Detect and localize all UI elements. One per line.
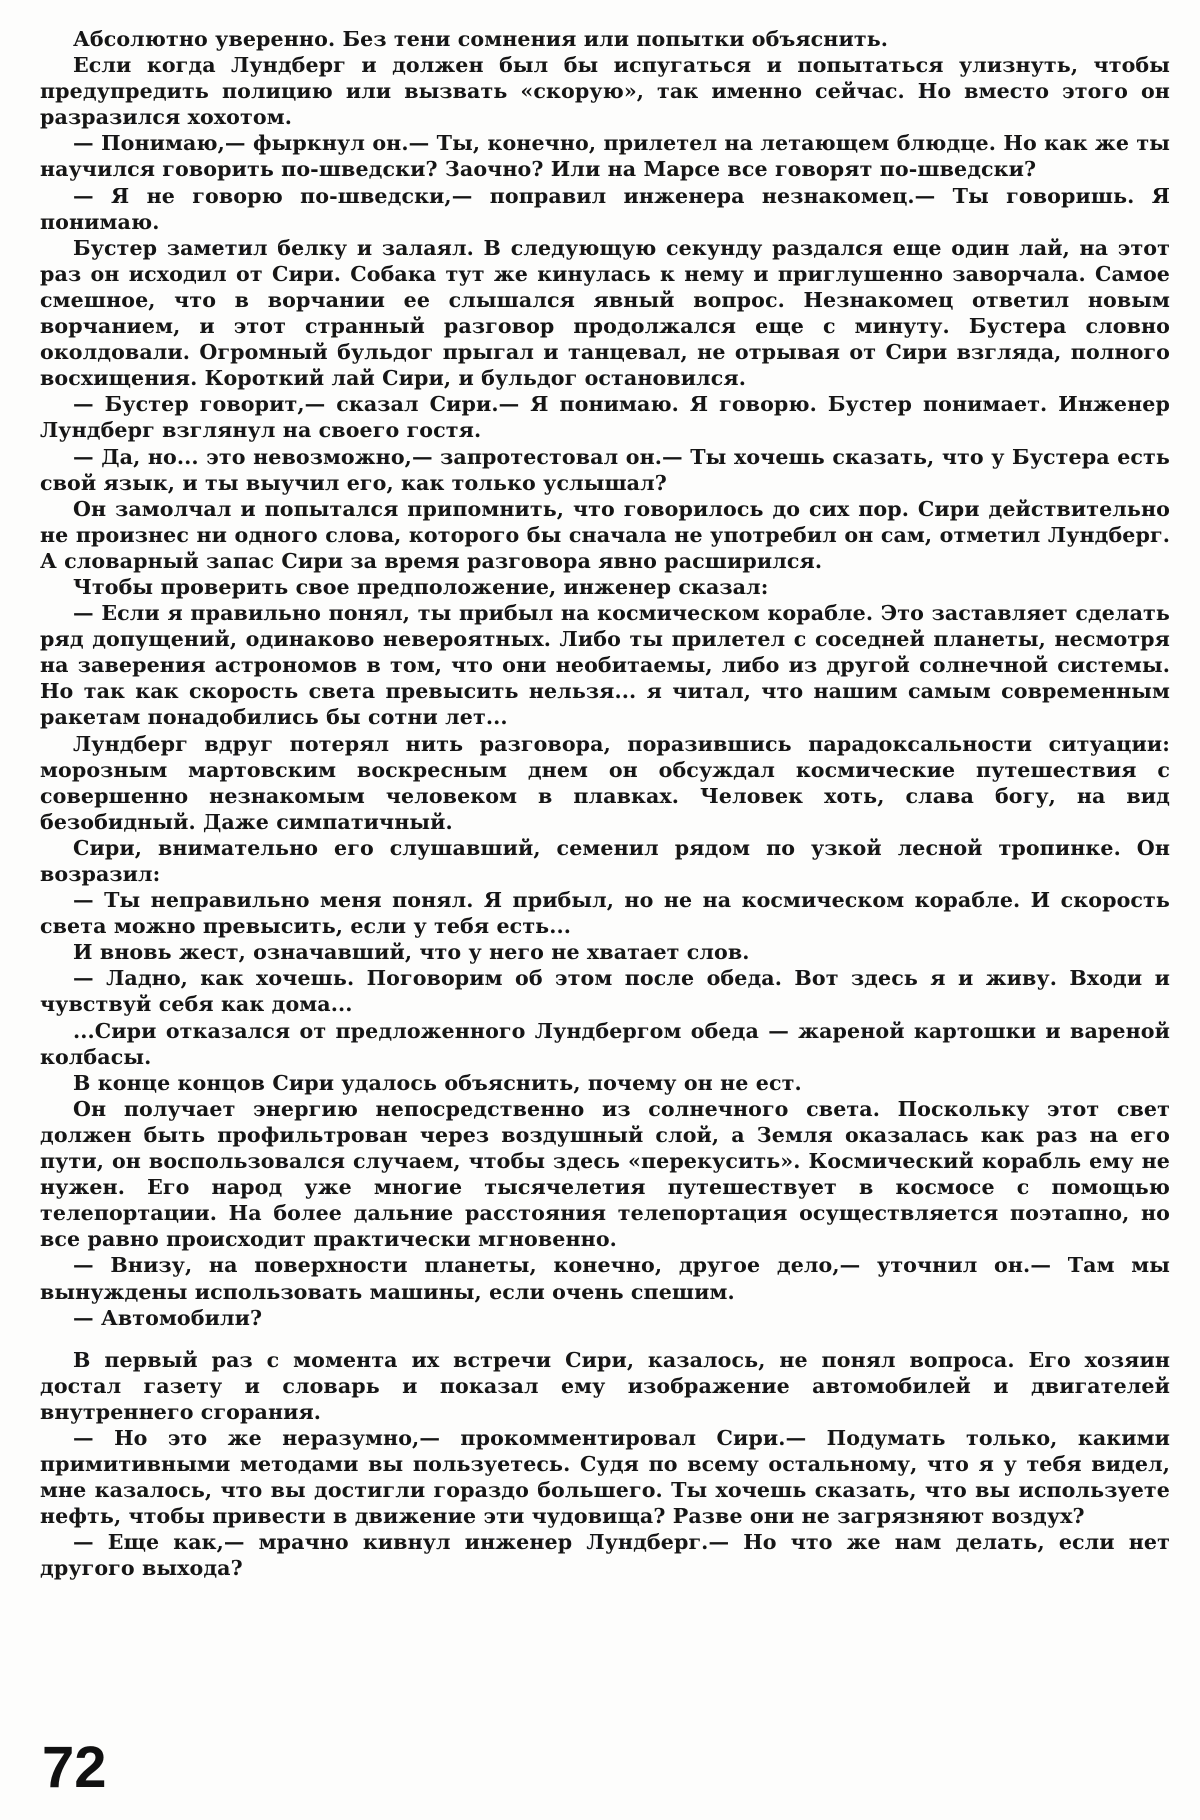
paragraph: — Но это же неразумно,— прокомментировал Сири.— Подумать только, какими примитивными методами вы пользуетесь. Судя по всему остальному, что я у тебя видел, мне казалось, что вы достигли гораздо большего. Ты хочешь сказать, что вы используете нефть, чтобы привести в движение эти чудовища? Разве они не загрязняют воздух? bbox=[40, 1425, 1170, 1529]
body-text bbox=[40, 26, 1170, 1582]
paragraph: ...Сири отказался от предложенного Лундбергом обеда — жареной картошки и вареной колбасы. bbox=[40, 1018, 1170, 1069]
paragraph: — Я не говорю по-шведски,— поправил инженера незнакомец.— Ты говоришь. Я понимаю. bbox=[40, 183, 1170, 234]
paragraph: Он получает энергию непосредственно из солнечного света. Поскольку этот свет должен быть профильтрован через воздушный слой, а Земля оказалась как раз на его пути, он воспользовался случаем, чтобы здесь «перекусить». Космический корабль ему не нужен. Его народ уже многие тысячелетия путешествует в космосе с помощью телепортации. На более дальние расстояния телепортация осуществляется поэтапно, но все равно происходит практически мгновенно. bbox=[40, 1096, 1170, 1252]
paragraph: — Ты неправильно меня понял. Я прибыл, но не на космическом корабле. И скорость света можно превысить, если у тебя есть... bbox=[40, 888, 1170, 939]
paragraph: Бустер заметил белку и залаял. В следующую секунду раздался еще один лай, на этот раз он исходил от Сири. Собака тут же кинулась к нему и приглушенно заворчала. Самое смешное, что в ворчании ее слышался явный вопрос. Незнакомец ответил новым ворчанием, и этот странный разговор продолжался еще с минуту. Бустера словно околдовали. Огромный бульдог прыгал и танцевал, не отрывая от Сири взгляда, полного восхищения. Короткий лай Сири, и бульдог остановился. bbox=[40, 235, 1170, 391]
paragraph: Сири, внимательно его слушавший, семенил рядом по узкой лесной тропинке. Он возразил: bbox=[40, 835, 1170, 886]
paragraph: — Понимаю,— фыркнул он.— Ты, конечно, прилетел на летающем блюдце. Но как же ты научился говорить по-шведски? Заочно? Или на Марсе все говорят по-шведски? bbox=[40, 131, 1170, 182]
paragraph: — Бустер говорит,— сказал Сири.— Я понимаю. Я говорю. Бустер понимает. Инженер Лундберг взглянул на своего гостя. bbox=[40, 392, 1170, 443]
paragraph: И вновь жест, означавший, что у него не хватает слов. bbox=[73, 940, 750, 965]
paragraph: — Внизу, на поверхности планеты, конечно, другое дело,— уточнил он.— Там мы вынуждены использовать машины, если очень спешим. bbox=[40, 1253, 1170, 1304]
paragraph: — Ладно, как хочешь. Поговорим об этом после обеда. Вот здесь я и живу. Входи и чувствуй себя как дома... bbox=[40, 966, 1170, 1017]
paragraph: — Если я правильно понял, ты прибыл на космическом корабле. Это заставляет сделать ряд допущений, одинаково невероятных. Либо ты прилетел с соседней планеты, несмотря на заверения астрономов в том, что они необитаемы, либо из другой солнечной системы. Но так как скорость света превысить нельзя... я читал, что нашим самым современным ракетам понадобились бы сотни лет... bbox=[40, 601, 1170, 730]
paragraph: — Автомобили? bbox=[73, 1305, 263, 1330]
paragraph: В первый раз с момента их встречи Сири, казалось, не понял вопроса. Его хозяин достал газету и словарь и показал ему изображение автомобилей и двигателей внутреннего сгорания. bbox=[40, 1347, 1170, 1424]
paragraph: Лундберг вдруг потерял нить разговора, поразившись парадоксальности ситуации: морозным мартовским воскресным днем он обсуждал космические путешествия с совершенно незнакомым человеком в плавках. Человек хоть, слава богу, на вид безобидный. Даже симпатичный. bbox=[40, 731, 1170, 834]
paragraph: Чтобы проверить свое предположение, инженер сказал: bbox=[73, 574, 769, 599]
paragraph: В конце концов Сири удалось объяснить, почему он не ест. bbox=[73, 1070, 802, 1095]
paragraph: Абсолютно уверенно. Без тени сомнения или попытки объяснить. bbox=[73, 27, 889, 51]
paragraph: — Да, но... это невозможно,— запротестовал он.— Ты хочешь сказать, что у Бустера есть свой язык, и ты выучил его, как только услышал? bbox=[40, 444, 1170, 495]
page-number: 72 bbox=[42, 1735, 107, 1800]
paragraph: Он замолчал и попытался припомнить, что говорилось до сих пор. Сири действительно не произнес ни одного слова, которого бы сначала не употребил он сам, отметил Лундберг. А словарный запас Сири за время разговора явно расширился. bbox=[40, 496, 1170, 573]
paragraph: — Еще как,— мрачно кивнул инженер Лундберг.— Но что же нам делать, если нет другого выхода? bbox=[40, 1530, 1170, 1581]
paragraph: Если когда Лундберг и должен был бы испугаться и попытаться улизнуть, чтобы предупредить полицию или вызвать «скорую», так именно сейчас. Но вместо этого он разразился хохотом. bbox=[40, 53, 1170, 130]
